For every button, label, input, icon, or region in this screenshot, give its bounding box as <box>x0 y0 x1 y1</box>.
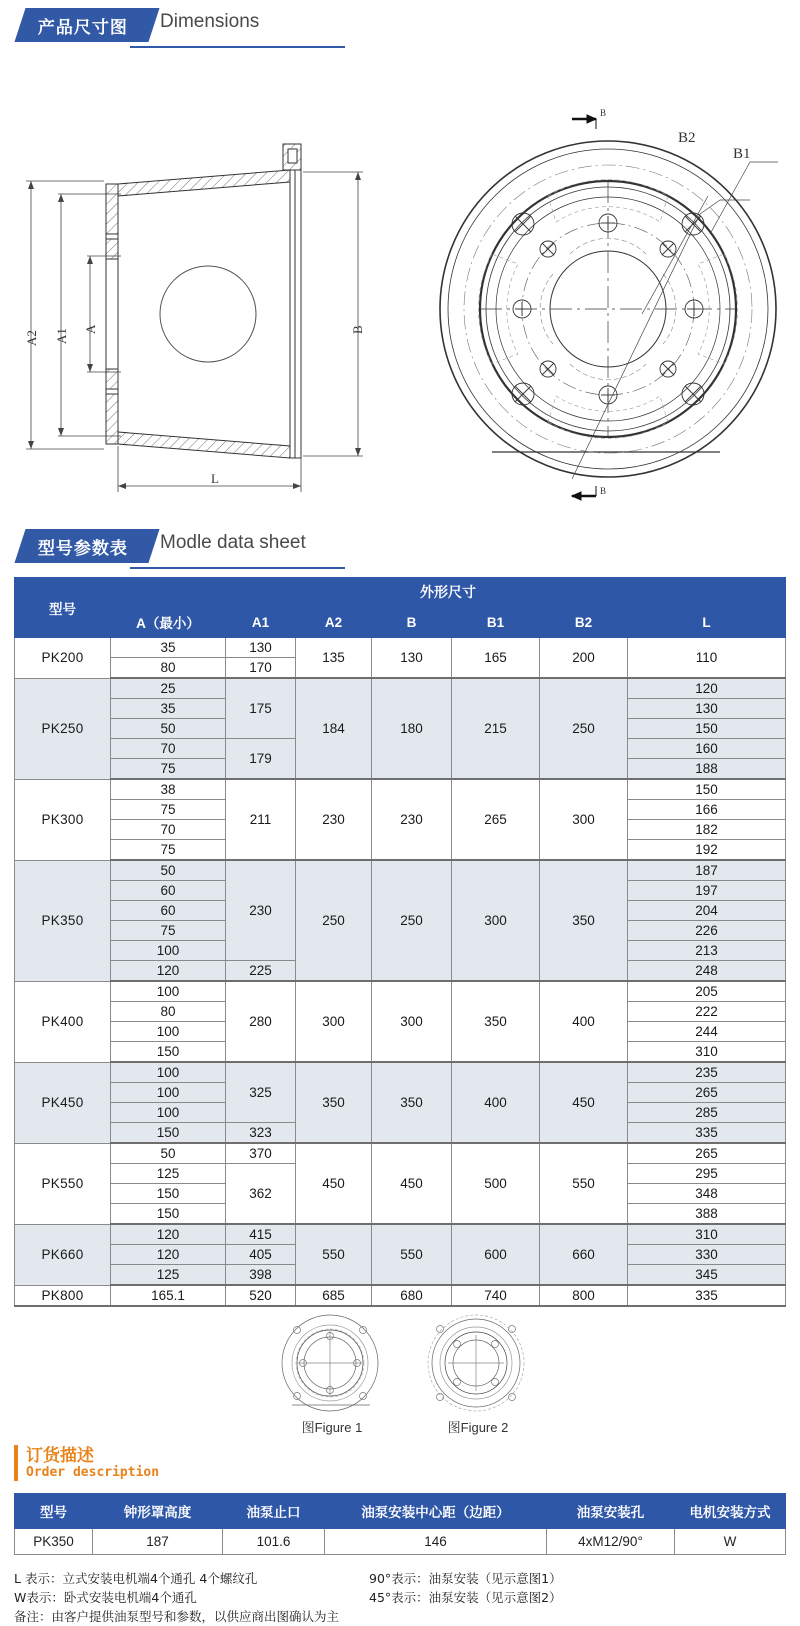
cell-a: 125 <box>111 1164 226 1184</box>
order-cell-motor-mount: W <box>675 1529 786 1555</box>
footnote-45deg: 45°表示：油泵安装（见示意图2） <box>369 1590 562 1605</box>
dimensions-section-banner <box>0 0 800 46</box>
cell-l: 150 <box>628 779 786 800</box>
cell-b1: 265 <box>452 779 540 860</box>
section-cut-label-bottom: B <box>600 486 607 496</box>
cell-l: 348 <box>628 1184 786 1204</box>
figure-1-drawing <box>262 1313 402 1413</box>
cell-a2: 550 <box>296 1224 372 1285</box>
cell-b: 300 <box>372 981 452 1062</box>
cell-a2: 685 <box>296 1285 372 1306</box>
cell-b1: 500 <box>452 1143 540 1224</box>
cell-l: 295 <box>628 1164 786 1184</box>
dim-label-b2: B2 <box>678 130 696 146</box>
cell-a: 35 <box>111 638 226 658</box>
cell-model: PK450 <box>15 1062 111 1143</box>
order-col-center-distance: 油泵安装中心距（边距） <box>325 1494 547 1529</box>
cell-b2: 300 <box>540 779 628 860</box>
dim-label-a1: A1 <box>54 328 69 344</box>
cell-l: 160 <box>628 739 786 759</box>
order-col-spigot: 油泵止口 <box>223 1494 325 1529</box>
figure-1-caption: 图Figure 1 <box>301 1420 363 1435</box>
cell-l: 335 <box>628 1123 786 1144</box>
cell-b: 250 <box>372 860 452 981</box>
col-header-b: B <box>372 607 452 638</box>
order-section-heading <box>14 1441 800 1493</box>
cell-l: 110 <box>628 638 786 679</box>
col-header-model: 型号 <box>15 578 111 638</box>
cell-b: 230 <box>372 779 452 860</box>
dim-label-b: B <box>350 325 365 334</box>
figure-2-caption: 图Figure 2 <box>447 1420 509 1435</box>
footnote-remark: 备注：由客户提供油泵型号和参数，以供应商出图确认为主 <box>14 1609 340 1624</box>
cell-a: 150 <box>111 1204 226 1225</box>
cell-a: 60 <box>111 881 226 901</box>
cell-l: 244 <box>628 1022 786 1042</box>
footnote-90deg: 90°表示：油泵安装（见示意图1） <box>369 1571 562 1586</box>
footnote-l: L 表示：立式安装电机端4个通孔 4个螺纹孔 <box>14 1571 258 1586</box>
cell-b2: 800 <box>540 1285 628 1306</box>
col-header-b2: B2 <box>540 607 628 638</box>
cell-a: 165.1 <box>111 1285 226 1306</box>
order-cell-center-distance: 146 <box>325 1529 547 1555</box>
cell-a1: 175 <box>226 678 296 739</box>
cell-b: 550 <box>372 1224 452 1285</box>
technical-drawings <box>0 46 800 496</box>
cell-a: 35 <box>111 699 226 719</box>
datasheet-banner-underline <box>130 567 345 569</box>
cell-a1: 280 <box>226 981 296 1062</box>
cell-model: PK350 <box>15 860 111 981</box>
cell-b1: 300 <box>452 860 540 981</box>
datasheet-section-banner <box>0 521 800 567</box>
cell-a2: 184 <box>296 678 372 779</box>
order-table-header-row <box>15 1494 786 1529</box>
cell-a1: 520 <box>226 1285 296 1306</box>
cell-b: 350 <box>372 1062 452 1143</box>
cell-a: 75 <box>111 759 226 780</box>
cell-b1: 350 <box>452 981 540 1062</box>
cell-a: 125 <box>111 1265 226 1286</box>
cell-a: 100 <box>111 981 226 1002</box>
cell-a1: 230 <box>226 860 296 961</box>
cell-a2: 250 <box>296 860 372 981</box>
cell-b1: 740 <box>452 1285 540 1306</box>
cell-a2: 135 <box>296 638 372 679</box>
order-cell-model: PK350 <box>15 1529 93 1555</box>
cell-a1: 170 <box>226 658 296 679</box>
table-row <box>15 1224 786 1245</box>
cell-a: 120 <box>111 1245 226 1265</box>
cell-b2: 550 <box>540 1143 628 1224</box>
col-header-a: A（最小） <box>111 607 226 638</box>
order-accent-bar <box>14 1445 18 1481</box>
cell-a: 150 <box>111 1042 226 1063</box>
cell-a: 100 <box>111 1103 226 1123</box>
footnotes <box>14 1569 786 1626</box>
cell-a2: 350 <box>296 1062 372 1143</box>
cell-a1: 225 <box>226 961 296 982</box>
cell-l: 204 <box>628 901 786 921</box>
cell-b2: 250 <box>540 678 628 779</box>
cell-a2: 230 <box>296 779 372 860</box>
cell-l: 192 <box>628 840 786 861</box>
cell-a: 150 <box>111 1184 226 1204</box>
cell-b2: 450 <box>540 1062 628 1143</box>
dim-label-a: A <box>83 324 98 334</box>
cell-model: PK800 <box>15 1285 111 1306</box>
dim-label-a2: A2 <box>24 330 39 346</box>
cell-a: 120 <box>111 961 226 982</box>
cell-a: 38 <box>111 779 226 800</box>
cell-b2: 350 <box>540 860 628 981</box>
cell-model: PK660 <box>15 1224 111 1285</box>
order-col-motor-mount: 电机安装方式 <box>675 1494 786 1529</box>
order-col-mounting-hole: 油泵安装孔 <box>547 1494 675 1529</box>
cell-l: 188 <box>628 759 786 780</box>
cell-a: 60 <box>111 901 226 921</box>
cell-a: 100 <box>111 941 226 961</box>
cell-model: PK200 <box>15 638 111 679</box>
cell-l: 226 <box>628 921 786 941</box>
dim-label-b1: B1 <box>733 146 751 162</box>
cell-a1: 370 <box>226 1143 296 1164</box>
cell-l: 120 <box>628 678 786 699</box>
order-cell-spigot: 101.6 <box>223 1529 325 1555</box>
table-row <box>15 860 786 881</box>
table-row <box>15 1143 786 1164</box>
cell-a: 150 <box>111 1123 226 1144</box>
cell-l: 285 <box>628 1103 786 1123</box>
cell-a1: 179 <box>226 739 296 780</box>
cell-l: 335 <box>628 1285 786 1306</box>
cell-l: 166 <box>628 800 786 820</box>
dimensions-parameter-table <box>14 577 786 1307</box>
cell-b: 180 <box>372 678 452 779</box>
cell-l: 310 <box>628 1224 786 1245</box>
cell-a: 80 <box>111 1002 226 1022</box>
cell-b1: 400 <box>452 1062 540 1143</box>
table-row <box>15 779 786 800</box>
table-header-row <box>15 607 786 638</box>
cell-model: PK250 <box>15 678 111 779</box>
cell-b2: 200 <box>540 638 628 679</box>
cell-l: 310 <box>628 1042 786 1063</box>
order-cell-mounting-hole: 4xM12/90° <box>547 1529 675 1555</box>
cell-b1: 600 <box>452 1224 540 1285</box>
cell-a: 75 <box>111 800 226 820</box>
footnote-w: W表示：卧式安装电机端4个通孔 <box>14 1590 197 1605</box>
cell-l: 265 <box>628 1083 786 1103</box>
cell-b: 450 <box>372 1143 452 1224</box>
order-heading-en: Order description <box>26 1465 160 1480</box>
order-col-model: 型号 <box>15 1494 93 1529</box>
table-header-group-row <box>15 578 786 607</box>
cell-l: 248 <box>628 961 786 982</box>
table-row <box>15 638 786 658</box>
cell-l: 222 <box>628 1002 786 1022</box>
cell-l: 345 <box>628 1265 786 1286</box>
cell-a1: 362 <box>226 1164 296 1225</box>
cell-b1: 165 <box>452 638 540 679</box>
cell-a: 80 <box>111 658 226 679</box>
cell-a: 75 <box>111 921 226 941</box>
dim-label-l: L <box>211 471 219 486</box>
cell-a: 50 <box>111 719 226 739</box>
cell-l: 197 <box>628 881 786 901</box>
cell-model: PK400 <box>15 981 111 1062</box>
datasheet-banner-tag <box>14 529 159 563</box>
col-header-a1: A1 <box>226 607 296 638</box>
cell-a: 100 <box>111 1062 226 1083</box>
end-view-drawing <box>420 104 790 504</box>
order-heading-cn: 订货描述 <box>26 1446 94 1466</box>
cell-l: 130 <box>628 699 786 719</box>
cell-a1: 130 <box>226 638 296 658</box>
table-row <box>15 1285 786 1306</box>
cell-a1: 405 <box>226 1245 296 1265</box>
table-row <box>15 981 786 1002</box>
cell-a: 50 <box>111 1143 226 1164</box>
cell-b2: 660 <box>540 1224 628 1285</box>
cell-l: 330 <box>628 1245 786 1265</box>
cell-a1: 323 <box>226 1123 296 1144</box>
cell-a: 50 <box>111 860 226 881</box>
footnotes-right-column <box>369 1569 562 1607</box>
cell-a1: 415 <box>226 1224 296 1245</box>
cell-a: 120 <box>111 1224 226 1245</box>
cell-l: 388 <box>628 1204 786 1225</box>
dimensions-banner-cn: 产品尺寸图 <box>38 17 128 38</box>
cell-l: 205 <box>628 981 786 1002</box>
col-header-group: 外形尺寸 <box>111 578 786 607</box>
cell-a2: 450 <box>296 1143 372 1224</box>
cell-a: 25 <box>111 678 226 699</box>
order-cell-height: 187 <box>93 1529 223 1555</box>
cell-model: PK550 <box>15 1143 111 1224</box>
col-header-b1: B1 <box>452 607 540 638</box>
table-row <box>15 678 786 699</box>
cell-l: 265 <box>628 1143 786 1164</box>
cell-b: 130 <box>372 638 452 679</box>
dimensions-banner-tag <box>14 8 159 42</box>
mounting-figures <box>0 1313 800 1433</box>
cell-a1: 325 <box>226 1062 296 1123</box>
cell-a1: 211 <box>226 779 296 860</box>
cell-b2: 400 <box>540 981 628 1062</box>
cell-a: 100 <box>111 1083 226 1103</box>
order-table-row <box>15 1529 786 1555</box>
order-col-height: 钟形罩高度 <box>93 1494 223 1529</box>
figure-2-drawing <box>408 1313 548 1413</box>
cell-a: 70 <box>111 739 226 759</box>
cell-model: PK300 <box>15 779 111 860</box>
cell-a: 100 <box>111 1022 226 1042</box>
cell-l: 150 <box>628 719 786 739</box>
order-description-table <box>14 1493 786 1555</box>
col-header-l: L <box>628 607 786 638</box>
cell-l: 235 <box>628 1062 786 1083</box>
cell-b1: 215 <box>452 678 540 779</box>
datasheet-banner-en: Modle data sheet <box>160 532 306 553</box>
cell-l: 213 <box>628 941 786 961</box>
cell-l: 187 <box>628 860 786 881</box>
cell-a1: 398 <box>226 1265 296 1286</box>
cell-a: 75 <box>111 840 226 861</box>
datasheet-banner-cn: 型号参数表 <box>38 538 128 559</box>
section-cut-label-top: B <box>600 108 607 118</box>
cell-a2: 300 <box>296 981 372 1062</box>
cell-a: 70 <box>111 820 226 840</box>
col-header-a2: A2 <box>296 607 372 638</box>
cross-section-drawing <box>18 124 388 499</box>
dimensions-banner-en: Dimensions <box>160 11 260 32</box>
cell-l: 182 <box>628 820 786 840</box>
cell-b: 680 <box>372 1285 452 1306</box>
table-row <box>15 1062 786 1083</box>
